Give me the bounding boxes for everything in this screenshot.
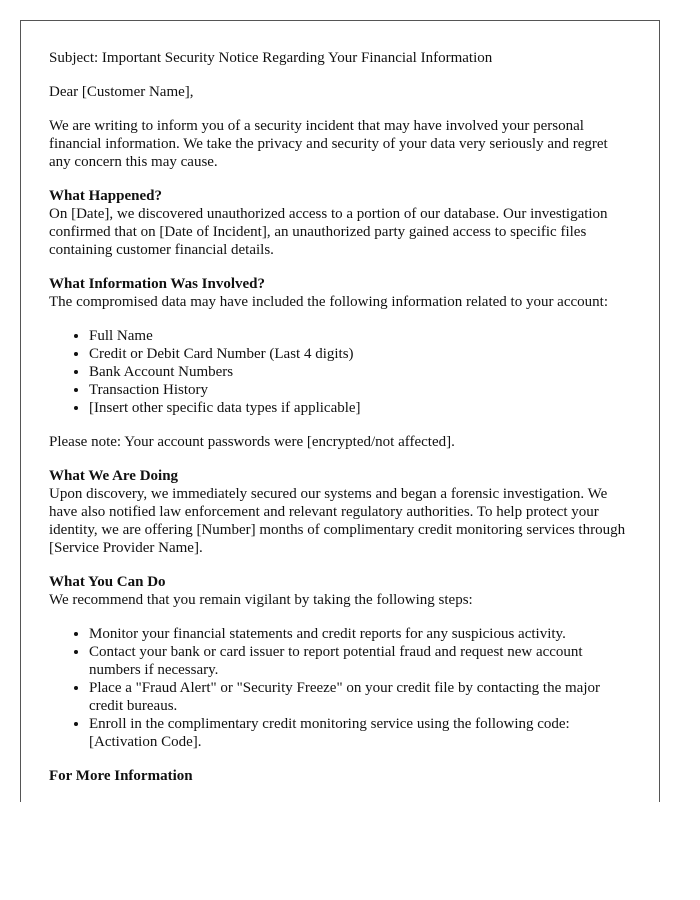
section-heading-more-information: For More Information xyxy=(49,768,193,784)
section-heading-what-you-can-do: What You Can Do xyxy=(49,574,166,590)
section-heading-information-involved: What Information Was Involved? xyxy=(49,276,266,292)
section-text-information-involved: The compromised data may have included the following information related to your account: xyxy=(49,294,608,310)
list-item: • Transaction History xyxy=(89,381,633,399)
letter-intro: We are writing to inform you of a security incident that may have involved your personal financial information. We take the privacy and security of your data very seriously and regret any concern this may cause. xyxy=(49,118,608,170)
data-types-list xyxy=(49,327,633,417)
list-item: • Contact your bank or card issuer to report potential fraud and request new account numbers if necessary. xyxy=(89,643,633,679)
password-note: Please note: Your account passwords were [encrypted/not affected]. xyxy=(49,434,455,450)
letter-page xyxy=(20,20,660,802)
letter-greeting: Dear [Customer Name], xyxy=(49,84,194,100)
section-what-we-are-doing xyxy=(49,467,633,557)
section-what-you-can-do xyxy=(49,573,633,751)
recommended-steps-list xyxy=(49,625,633,751)
section-text-what-we-are-doing: Upon discovery, we immediately secured our systems and began a forensic investigation. We have also notified law enforcement and relevant regulatory authorities. To help protect your identity, we are offering [Number] months of complimentary credit monitoring services through [Service Provider Name]. xyxy=(49,486,626,556)
letter-body xyxy=(49,49,633,785)
list-item: • Enroll in the complimentary credit monitoring service using the following code: [Activation Code]. xyxy=(89,715,633,751)
list-item: • [Insert other specific data types if applicable] xyxy=(89,399,633,417)
section-text-what-you-can-do: We recommend that you remain vigilant by taking the following steps: xyxy=(49,592,473,608)
section-more-information xyxy=(49,767,633,785)
list-item: • Credit or Debit Card Number (Last 4 digits) xyxy=(89,345,633,363)
section-heading-what-we-are-doing: What We Are Doing xyxy=(49,468,179,484)
section-information-involved xyxy=(49,275,633,451)
letter-subject: Subject: Important Security Notice Regarding Your Financial Information xyxy=(49,50,493,66)
list-item: • Full Name xyxy=(89,327,633,345)
section-what-happened xyxy=(49,187,633,259)
section-heading-what-happened: What Happened? xyxy=(49,188,162,204)
list-item: • Monitor your financial statements and credit reports for any suspicious activity. xyxy=(89,625,633,643)
list-item: • Place a "Fraud Alert" or "Security Freeze" on your credit file by contacting the major credit bureaus. xyxy=(89,679,633,715)
list-item: • Bank Account Numbers xyxy=(89,363,633,381)
section-text-what-happened: On [Date], we discovered unauthorized access to a portion of our database. Our investigation confirmed that on [Date of Incident], an unauthorized party gained access to specific files containing customer financial details. xyxy=(49,206,608,258)
